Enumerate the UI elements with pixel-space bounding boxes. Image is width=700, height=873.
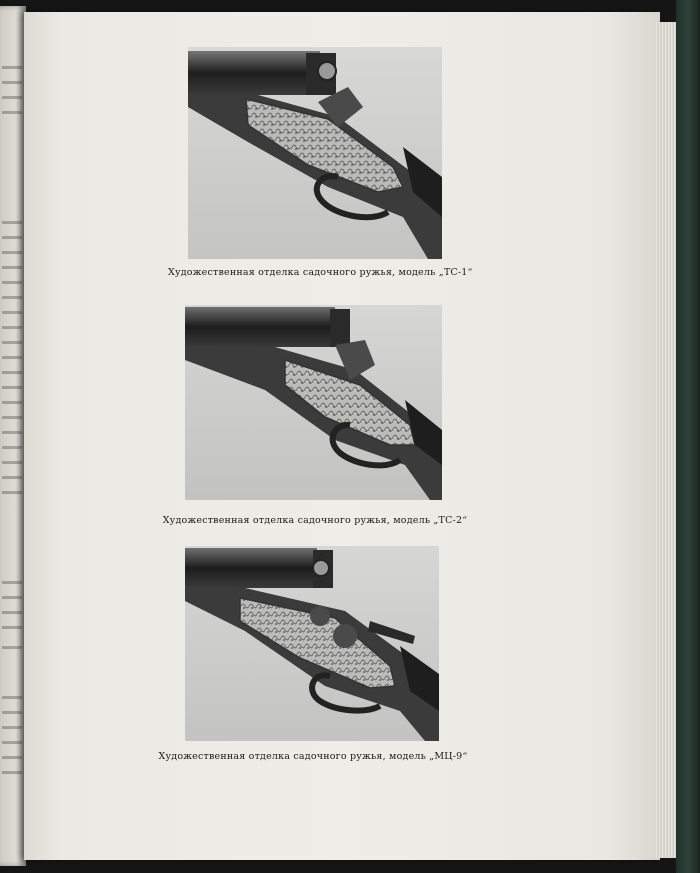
book-cover — [676, 0, 700, 873]
shotgun-icon — [185, 546, 439, 741]
figure-2-caption: Художественная отделка садочного ружья, модель „ТС-2“ — [162, 515, 468, 526]
figure-2-photo — [185, 305, 442, 500]
figure-1-caption: Художественная отделка садочного ружья, модель „ТС-1“ — [168, 267, 473, 278]
figure-1-photo — [188, 47, 442, 259]
left-facing-page — [0, 6, 26, 866]
shotgun-icon — [185, 305, 442, 500]
figure-3-photo — [185, 546, 439, 741]
shotgun-icon — [188, 47, 442, 259]
figure-3-caption: Художественная отделка садочного ружья, модель „МЦ-9“ — [158, 751, 468, 762]
page-edges — [656, 22, 678, 858]
